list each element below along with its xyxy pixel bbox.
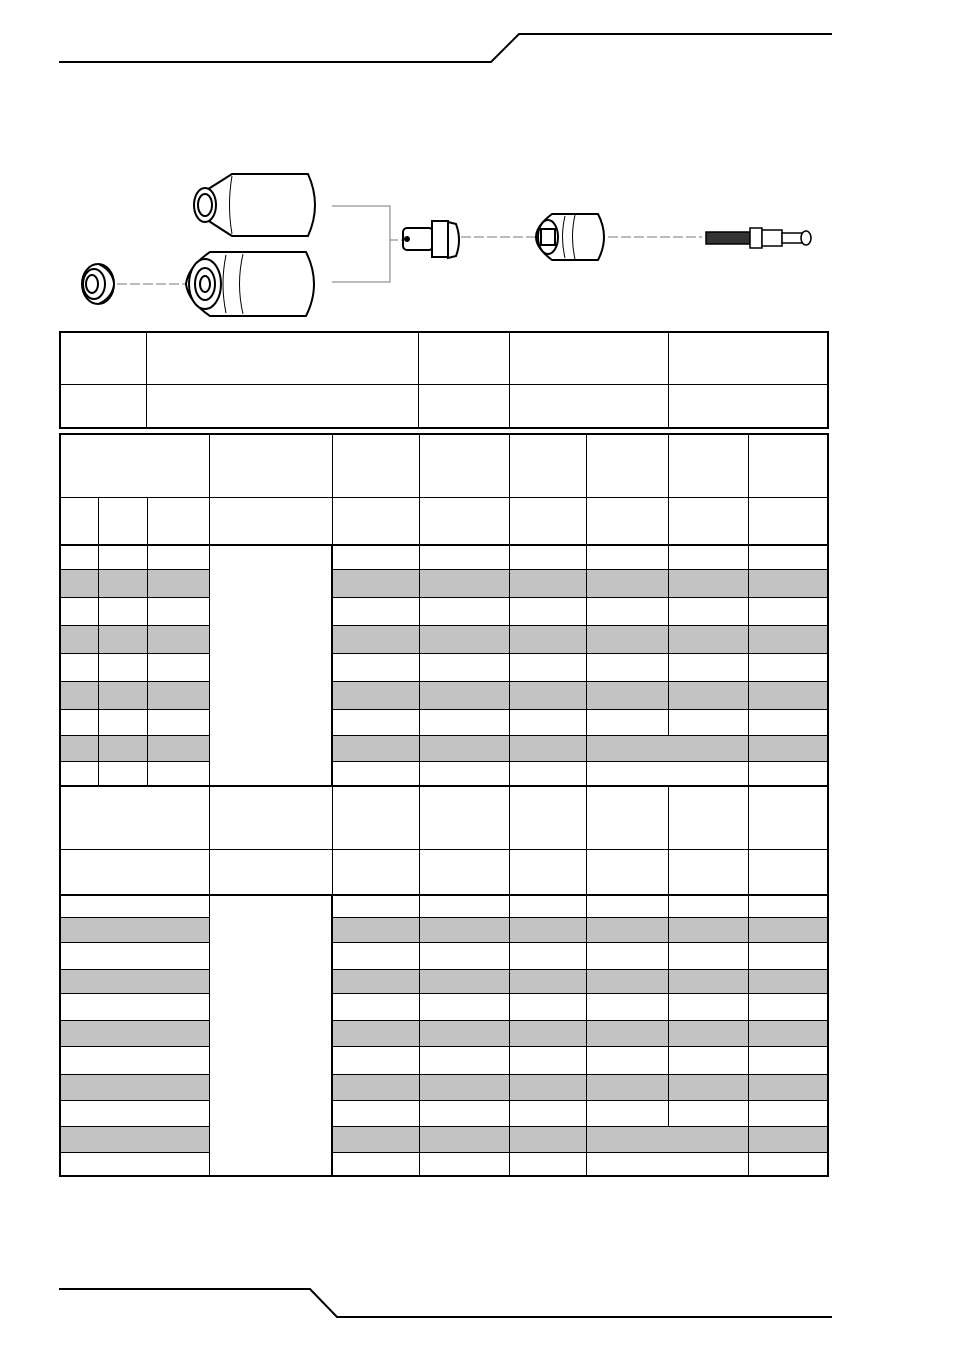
table-cell (419, 681, 509, 709)
table-cell (60, 761, 98, 786)
table-cell (586, 653, 668, 681)
table-cell (60, 1020, 209, 1046)
table-cell (586, 917, 668, 942)
table-cell (509, 1074, 586, 1100)
table-cell (60, 942, 209, 969)
table-cell (419, 942, 509, 969)
table-cell (419, 969, 509, 993)
table-cell (748, 1126, 828, 1152)
table-cell (668, 681, 748, 709)
table-cell (509, 969, 586, 993)
header-cell (332, 849, 419, 895)
header-cell (419, 849, 509, 895)
table-cell (98, 545, 147, 569)
table-cell (98, 681, 147, 709)
footer-rule (59, 1289, 832, 1317)
table-cell (509, 709, 586, 735)
table-cell (60, 569, 98, 597)
table-row (60, 1074, 828, 1100)
table-header-row (60, 434, 828, 497)
table-cell (509, 569, 586, 597)
table-cell (509, 993, 586, 1020)
table-cell (668, 545, 748, 569)
table-cell (748, 761, 828, 786)
header-cell (332, 786, 419, 849)
table-cell (332, 597, 419, 625)
top-table-cell (669, 332, 828, 384)
header-cell (509, 849, 586, 895)
table-cell (98, 761, 147, 786)
table-cell (748, 1046, 828, 1074)
shield-cup-icon (194, 174, 315, 236)
table-cell (668, 1074, 748, 1100)
table-cell (98, 653, 147, 681)
table-cell (147, 735, 209, 761)
table-cell (60, 653, 98, 681)
table-cell (668, 709, 748, 735)
header-cell (209, 497, 332, 545)
table-row (60, 895, 828, 917)
table-row (60, 735, 828, 761)
table-cell (147, 709, 209, 735)
table-row (60, 625, 828, 653)
table-cell (668, 993, 748, 1020)
table-row (60, 545, 828, 569)
table-cell (332, 993, 419, 1020)
header-cell (60, 434, 209, 497)
top-table-cell (509, 384, 668, 428)
table-cell (147, 761, 209, 786)
table-cell (419, 653, 509, 681)
shield-cup-drag-icon (186, 252, 314, 316)
table-cell (509, 1020, 586, 1046)
header-cell (668, 849, 748, 895)
table-cell (509, 761, 586, 786)
table-cell (419, 569, 509, 597)
table-row (60, 597, 828, 625)
top-table-cell (419, 384, 509, 428)
table-cell (147, 681, 209, 709)
header-cell (209, 849, 332, 895)
table-cell (419, 993, 509, 1020)
header-cell (332, 434, 419, 497)
table-cell (748, 597, 828, 625)
table-cell (586, 1020, 668, 1046)
table-cell (586, 709, 668, 735)
table-row (60, 993, 828, 1020)
top-info-table (59, 331, 829, 429)
top-table-cell (146, 384, 419, 428)
table-row (60, 569, 828, 597)
consumables-table (59, 433, 829, 1177)
retaining-ring-icon (82, 264, 114, 304)
table-cell (419, 709, 509, 735)
table-cell (332, 709, 419, 735)
table-subheader-row (60, 497, 828, 545)
header-cell (748, 434, 828, 497)
table-cell (586, 1126, 748, 1152)
table-cell (668, 969, 748, 993)
table-cell (60, 681, 98, 709)
table-cell (748, 625, 828, 653)
table-row (60, 709, 828, 735)
header-cell (509, 786, 586, 849)
header-cell (668, 434, 748, 497)
table-cell (60, 545, 98, 569)
header-cell (419, 786, 509, 849)
table-cell (509, 942, 586, 969)
table-cell (60, 917, 209, 942)
header-cell (147, 497, 209, 545)
table-cell (509, 681, 586, 709)
table-cell (419, 1074, 509, 1100)
table-cell (147, 545, 209, 569)
table-cell (509, 895, 586, 917)
table-cell (60, 709, 98, 735)
table-row (60, 1046, 828, 1074)
table-cell (586, 569, 668, 597)
table-cell (60, 1152, 209, 1176)
table-cell (586, 969, 668, 993)
header-cell (748, 786, 828, 849)
table-cell (586, 761, 748, 786)
table-cell (419, 917, 509, 942)
header-cell (98, 497, 147, 545)
table-cell (748, 942, 828, 969)
table-cell (147, 569, 209, 597)
header-cell (586, 434, 668, 497)
table-cell (60, 993, 209, 1020)
table-cell (668, 625, 748, 653)
table-cell (748, 735, 828, 761)
table-cell (332, 545, 419, 569)
table-cell (748, 569, 828, 597)
table-cell (748, 1100, 828, 1126)
table-cell (60, 597, 98, 625)
table-cell (748, 709, 828, 735)
header-cell (60, 786, 209, 849)
table-cell (748, 681, 828, 709)
top-table-cell (146, 332, 419, 384)
table-cell (332, 1046, 419, 1074)
table-row (60, 942, 828, 969)
table-cell (668, 917, 748, 942)
header-cell (419, 497, 509, 545)
table-cell (419, 545, 509, 569)
table-cell (668, 1020, 748, 1046)
table-cell (586, 1046, 668, 1074)
table-cell (748, 1152, 828, 1176)
top-table-cell (509, 332, 668, 384)
table-cell (419, 761, 509, 786)
merged-cell (209, 895, 332, 1176)
header-cell (209, 434, 332, 497)
table-cell (60, 1100, 209, 1126)
table-cell (98, 709, 147, 735)
table-cell (60, 1126, 209, 1152)
table-cell (586, 735, 748, 761)
header-cell (509, 434, 586, 497)
table-cell (586, 625, 668, 653)
table-cell (332, 895, 419, 917)
table-cell (60, 625, 98, 653)
table-cell (60, 1046, 209, 1074)
table-cell (509, 1100, 586, 1126)
table-cell (332, 1020, 419, 1046)
table-cell (332, 1152, 419, 1176)
table-cell (586, 1100, 668, 1126)
table-cell (509, 1152, 586, 1176)
table-row (60, 653, 828, 681)
table-cell (419, 895, 509, 917)
table-cell (98, 597, 147, 625)
table-row (60, 681, 828, 709)
table-cell (419, 625, 509, 653)
table-cell (509, 1046, 586, 1074)
start-cartridge-icon (536, 214, 604, 260)
top-table-cell (60, 384, 146, 428)
header-cell (209, 786, 332, 849)
table-cell (98, 569, 147, 597)
table-cell (748, 895, 828, 917)
table-cell (509, 917, 586, 942)
header-cell (419, 434, 509, 497)
table-cell (332, 653, 419, 681)
table-cell (332, 625, 419, 653)
tip-icon (403, 221, 459, 258)
table-cell (332, 917, 419, 942)
header-cell (748, 849, 828, 895)
table-cell (419, 1126, 509, 1152)
table-cell (332, 942, 419, 969)
table-cell (668, 942, 748, 969)
table-cell (748, 969, 828, 993)
table-cell (147, 597, 209, 625)
table-cell (147, 653, 209, 681)
table-cell (668, 1100, 748, 1126)
top-table-cell (60, 332, 146, 384)
table-cell (586, 993, 668, 1020)
table-cell (668, 569, 748, 597)
header-cell (668, 786, 748, 849)
header-cell (509, 497, 586, 545)
table-cell (332, 681, 419, 709)
table-cell (332, 1100, 419, 1126)
table-cell (748, 917, 828, 942)
table-row (60, 917, 828, 942)
table-cell (98, 735, 147, 761)
table-cell (748, 993, 828, 1020)
table-cell (60, 969, 209, 993)
header-cell (586, 497, 668, 545)
table-cell (668, 597, 748, 625)
table-cell (668, 895, 748, 917)
table-cell (748, 545, 828, 569)
table-cell (748, 1074, 828, 1100)
table-cell (748, 1020, 828, 1046)
header-rule (59, 34, 832, 62)
table-cell (419, 1020, 509, 1046)
table-cell (147, 625, 209, 653)
table-cell (419, 1100, 509, 1126)
table-cell (586, 1152, 748, 1176)
top-table-cell (669, 384, 828, 428)
table-header-row (60, 786, 828, 849)
table-cell (748, 653, 828, 681)
table-cell (586, 545, 668, 569)
header-cell (748, 497, 828, 545)
table-cell (509, 545, 586, 569)
header-cell (60, 497, 98, 545)
table-subheader-row (60, 849, 828, 895)
table-cell (586, 1074, 668, 1100)
header-cell (60, 849, 209, 895)
table-row (60, 761, 828, 786)
table-cell (60, 1074, 209, 1100)
table-cell (332, 735, 419, 761)
header-cell (332, 497, 419, 545)
table-cell (332, 969, 419, 993)
table-cell (98, 625, 147, 653)
header-cell (586, 786, 668, 849)
merged-cell (209, 545, 332, 786)
table-cell (509, 625, 586, 653)
table-cell (419, 1152, 509, 1176)
table-cell (419, 735, 509, 761)
table-cell (668, 1046, 748, 1074)
table-cell (586, 942, 668, 969)
table-row (60, 1100, 828, 1126)
header-cell (668, 497, 748, 545)
table-cell (419, 597, 509, 625)
table-cell (419, 1046, 509, 1074)
table-cell (509, 653, 586, 681)
table-cell (668, 653, 748, 681)
top-table-cell (419, 332, 509, 384)
table-cell (509, 1126, 586, 1152)
table-cell (586, 895, 668, 917)
table-cell (586, 597, 668, 625)
table-cell (60, 895, 209, 917)
table-cell (332, 761, 419, 786)
table-cell (60, 735, 98, 761)
table-cell (332, 569, 419, 597)
table-cell (586, 681, 668, 709)
table-cell (509, 597, 586, 625)
table-cell (332, 1126, 419, 1152)
table-cell (509, 735, 586, 761)
table-row (60, 1126, 828, 1152)
table-row (60, 1020, 828, 1046)
table-row (60, 969, 828, 993)
header-cell (586, 849, 668, 895)
table-cell (332, 1074, 419, 1100)
table-row (60, 1152, 828, 1176)
electrode-icon (706, 228, 811, 248)
